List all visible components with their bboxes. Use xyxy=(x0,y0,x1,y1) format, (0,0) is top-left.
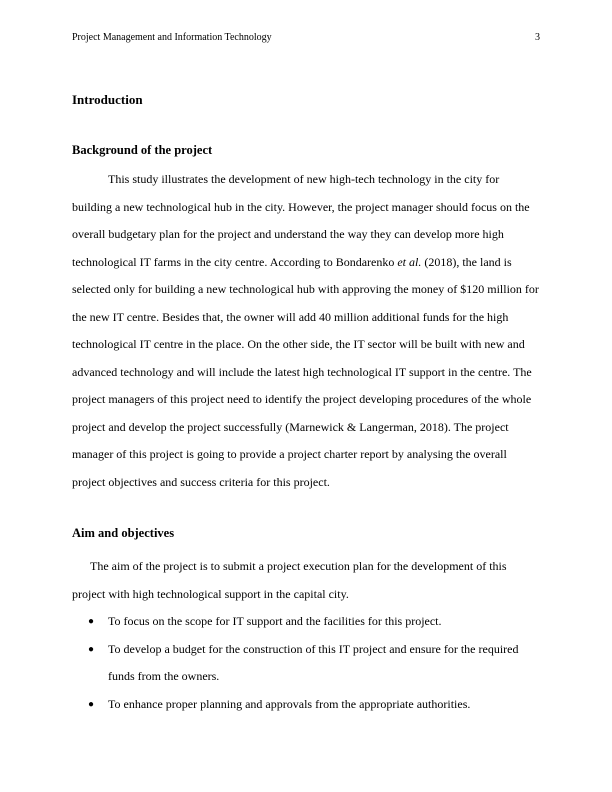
objectives-list xyxy=(72,608,540,718)
page-header xyxy=(72,32,540,44)
list-item-objective-planning: ● To enhance proper planning and approvals from the appropriate authorities. xyxy=(108,691,540,719)
running-head: Project Management and Information Technology xyxy=(72,32,272,43)
subsection-heading-aims: Aim and objectives xyxy=(72,526,175,540)
background-paragraph xyxy=(72,166,540,496)
background-text-part1: This study illustrates the development of new high-tech technology in the city for building a new technological hub in the city. However, the project manager should focus on the overall budgetary plan for the project and understand the way they can develop more high technological IT farms in the city centre. According to Bondarenko xyxy=(72,172,530,269)
section-heading-introduction: Introduction xyxy=(72,92,143,107)
background-text-part2: (2018), the land is selected only for building a new technological hub with approving the money of $120 million for the new IT centre. Besides that, the owner will add 40 million additional funds for the high technological IT centre in the place. On the other side, the IT sector will be built with new and advanced technology and will include the latest high technological IT support in the centre. The project managers of this project need to identify the project developing procedures of the whole project and develop the project successfully (Marnewick & Langerman, 2018). The project manager of this project is going to provide a project charter report by analysing the overall project objectives and success criteria for this project. xyxy=(72,254,539,489)
subsection-heading-background: Background of the project xyxy=(72,143,213,157)
list-item-objective-budget: ● To develop a budget for the construction of this IT project and ensure for the required funds from the owners. xyxy=(108,636,540,691)
list-item-objective-scope: ● To focus on the scope for IT support and the facilities for this project. xyxy=(108,608,540,636)
background-text-etal: et al. xyxy=(397,254,422,269)
page-number: 3 xyxy=(535,32,540,43)
aims-paragraph: The aim of the project is to submit a project execution plan for the development of this project with high technological support in the capital city. xyxy=(72,559,507,601)
